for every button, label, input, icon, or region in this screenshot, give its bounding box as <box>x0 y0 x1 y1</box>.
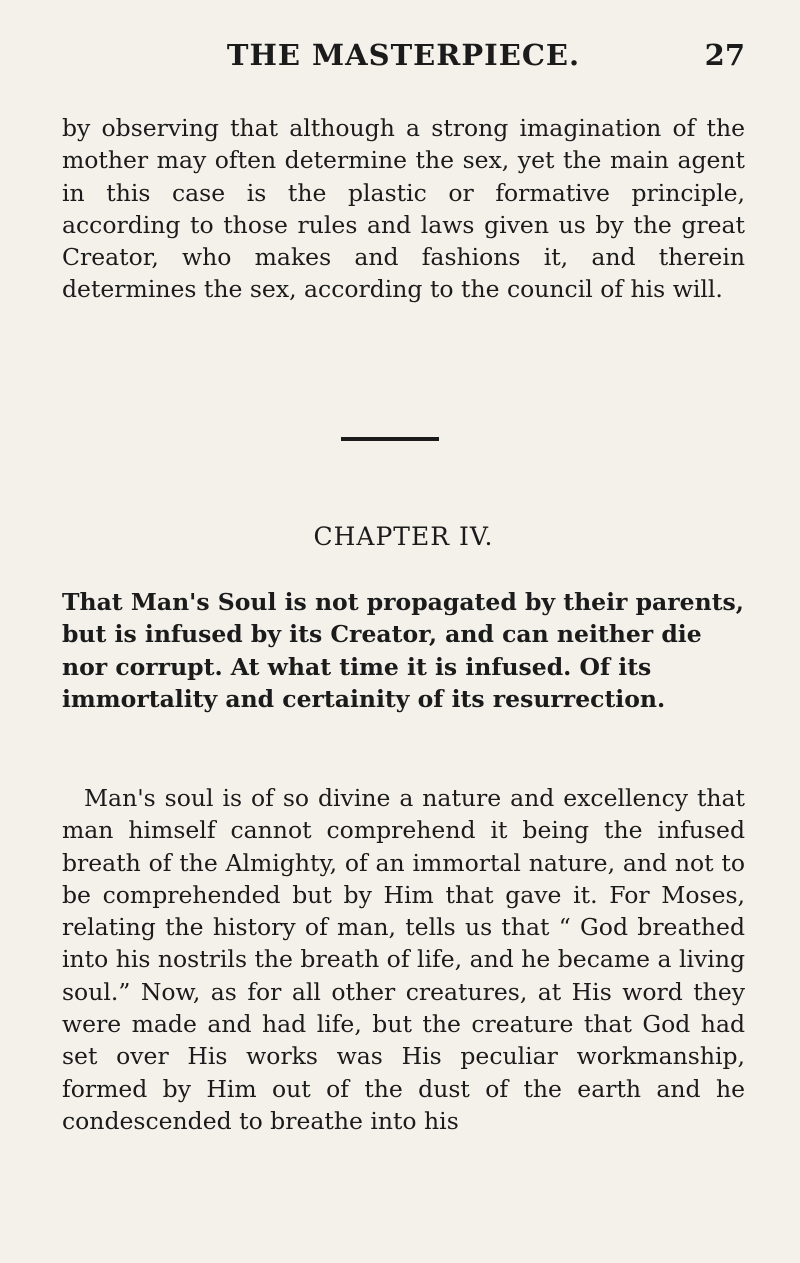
body-paragraph: Man's soul is of so divine a nature and excellency that man himself cannot comprehend it being the infused breath of the Almighty, of an immortal nature, and not to be comprehended but by Him that gave it. For Moses, relating the history of man, tells us that “ God breathed into his nostrils the breath of life, and he became a living soul.” Now, as for all other creatures, at His word they were made and had life, but the creature that God had set over His works was His peculiar workmanship, formed by Him out of the dust of the earth and he condescended to breathe into his <box>62 784 746 1135</box>
chapter-synopsis <box>62 586 745 715</box>
chapter-title: CHAPTER IV. <box>313 522 494 551</box>
section-divider <box>341 437 439 441</box>
running-title: THE MASTERPIECE. <box>226 38 581 72</box>
continuation-paragraph: by observing that although a strong imagination of the mother may often determine the sex, yet the main agent in this case is the plastic or formative principle, according to those rules and laws given us by the great Creator, who makes and fashions it, and therein determines the sex, according to the council of his will. <box>62 114 745 304</box>
running-head <box>62 38 745 78</box>
page-number: 27 <box>704 38 745 72</box>
chapter-synopsis-text: That Man's Soul is not propagated by their parents, but is infused by its Creator, and can neither die nor corrupt. At what time it is infused. Of its immortality and certainity of its resurrection. <box>62 588 744 713</box>
